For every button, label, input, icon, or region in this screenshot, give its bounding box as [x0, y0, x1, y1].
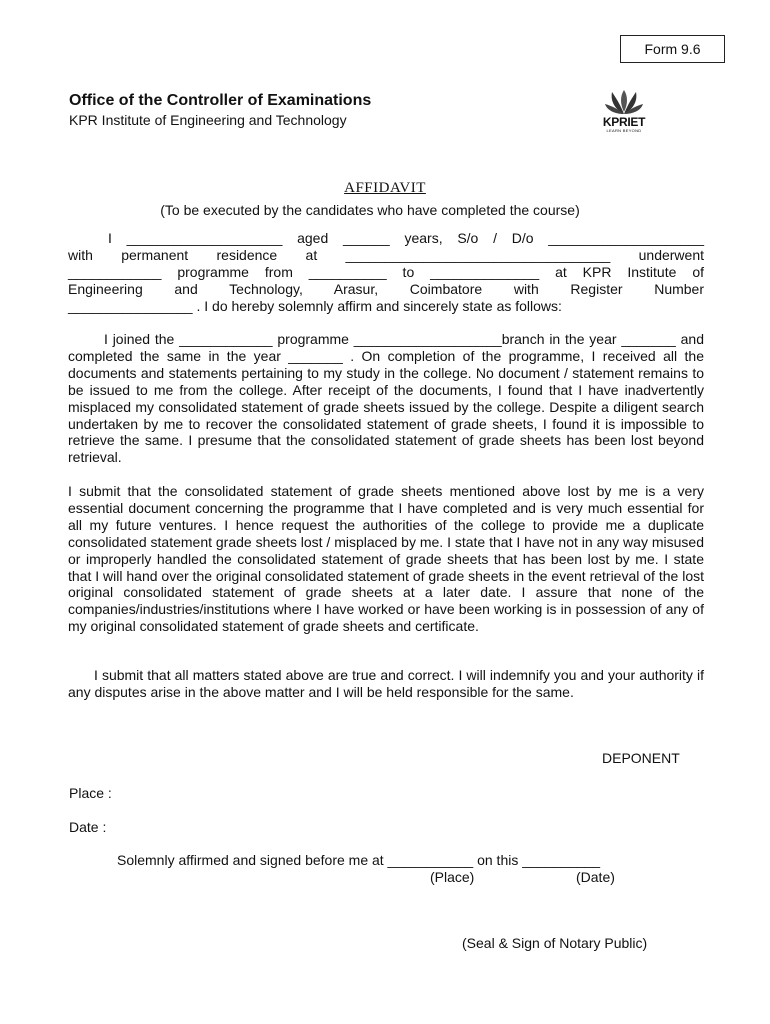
affidavit-title: AFFIDAVIT — [344, 180, 426, 196]
logo-name: KPRIET — [602, 115, 646, 129]
kpriet-leaf-icon — [604, 88, 644, 116]
paragraph-request: I submit that the consolidated statement of grade sheets mentioned above lost by me is a very essential document concerning the programme that I have completed and is very much essential for all my future ventures. I hence request the authorities of the college to provide me a duplicate consolidated statement grade sheets lost / misplaced by me. I state that I have not in any way misused or improperly handled the consolidated statement of grade sheets that has been lost by me. I state that I will hand over the original consolidated statement of grade sheets in the event retrieval of the lost original consolidated statement of grade sheets at a later date. I assure that none of the companies/industries/institutions where I have worked or have been working is in possession of any of my original consolidated statement of grade sheets and certificate. — [68, 483, 704, 635]
intro-line: with permanent residence at __________________________________ underwent — [68, 247, 704, 263]
intro-block — [68, 230, 704, 315]
form-number-box: Form 9.6 — [620, 35, 725, 63]
paragraph-joined: I joined the ____________ programme ___________________branch in the year _______ and completed the same in the year _______ . On completion of the programme, I received all the documents and statements pertaining to my study in the college. No document / statement remains to be issued to me from the college. After receipt of the documents, I found that I have inadvertently misplaced my consolidated statement of grade sheets issued by the college. Despite a diligent search undertaken by me to recover the consolidated statement of grade sheets, I found it is impossible to retrieve the same. I presume that the consolidated statement of grade sheets has been lost beyond retrieval. — [68, 331, 704, 466]
intro-line: ____________ programme from __________ to ______________ at KPR Institute of — [68, 264, 704, 280]
office-title: Office of the Controller of Examinations — [69, 92, 372, 109]
affidavit-subtitle: (To be executed by the candidates who have completed the course) — [160, 202, 580, 218]
place-label: Place : — [69, 785, 112, 801]
notary-seal-label: (Seal & Sign of Notary Public) — [462, 935, 648, 951]
intro-line: ________________ . I do hereby solemnly affirm and sincerely state as follows: — [68, 298, 562, 314]
date-label: Date : — [69, 819, 107, 835]
intro-line: Engineering and Technology, Arasur, Coimbatore with Register Number — [68, 281, 704, 297]
paragraph-declaration: I submit that all matters stated above are true and correct. I will indemnify you and your authority if any disputes arise in the above matter and I will be held responsible for the same. — [68, 667, 704, 700]
institute-name: KPR Institute of Engineering and Technology — [69, 112, 347, 128]
logo-tagline: LEARN BEYOND — [606, 128, 642, 133]
intro-line: I ____________________ aged ______ years, S/o / D/o ____________________ — [108, 230, 704, 246]
solemn-affirmation: Solemnly affirmed and signed before me at ___________ on this __________ — [117, 852, 601, 868]
deponent-label: DEPONENT — [602, 750, 680, 766]
place-caption: (Place) — [430, 869, 475, 885]
date-caption: (Date) — [576, 869, 615, 885]
institute-logo — [593, 88, 655, 140]
